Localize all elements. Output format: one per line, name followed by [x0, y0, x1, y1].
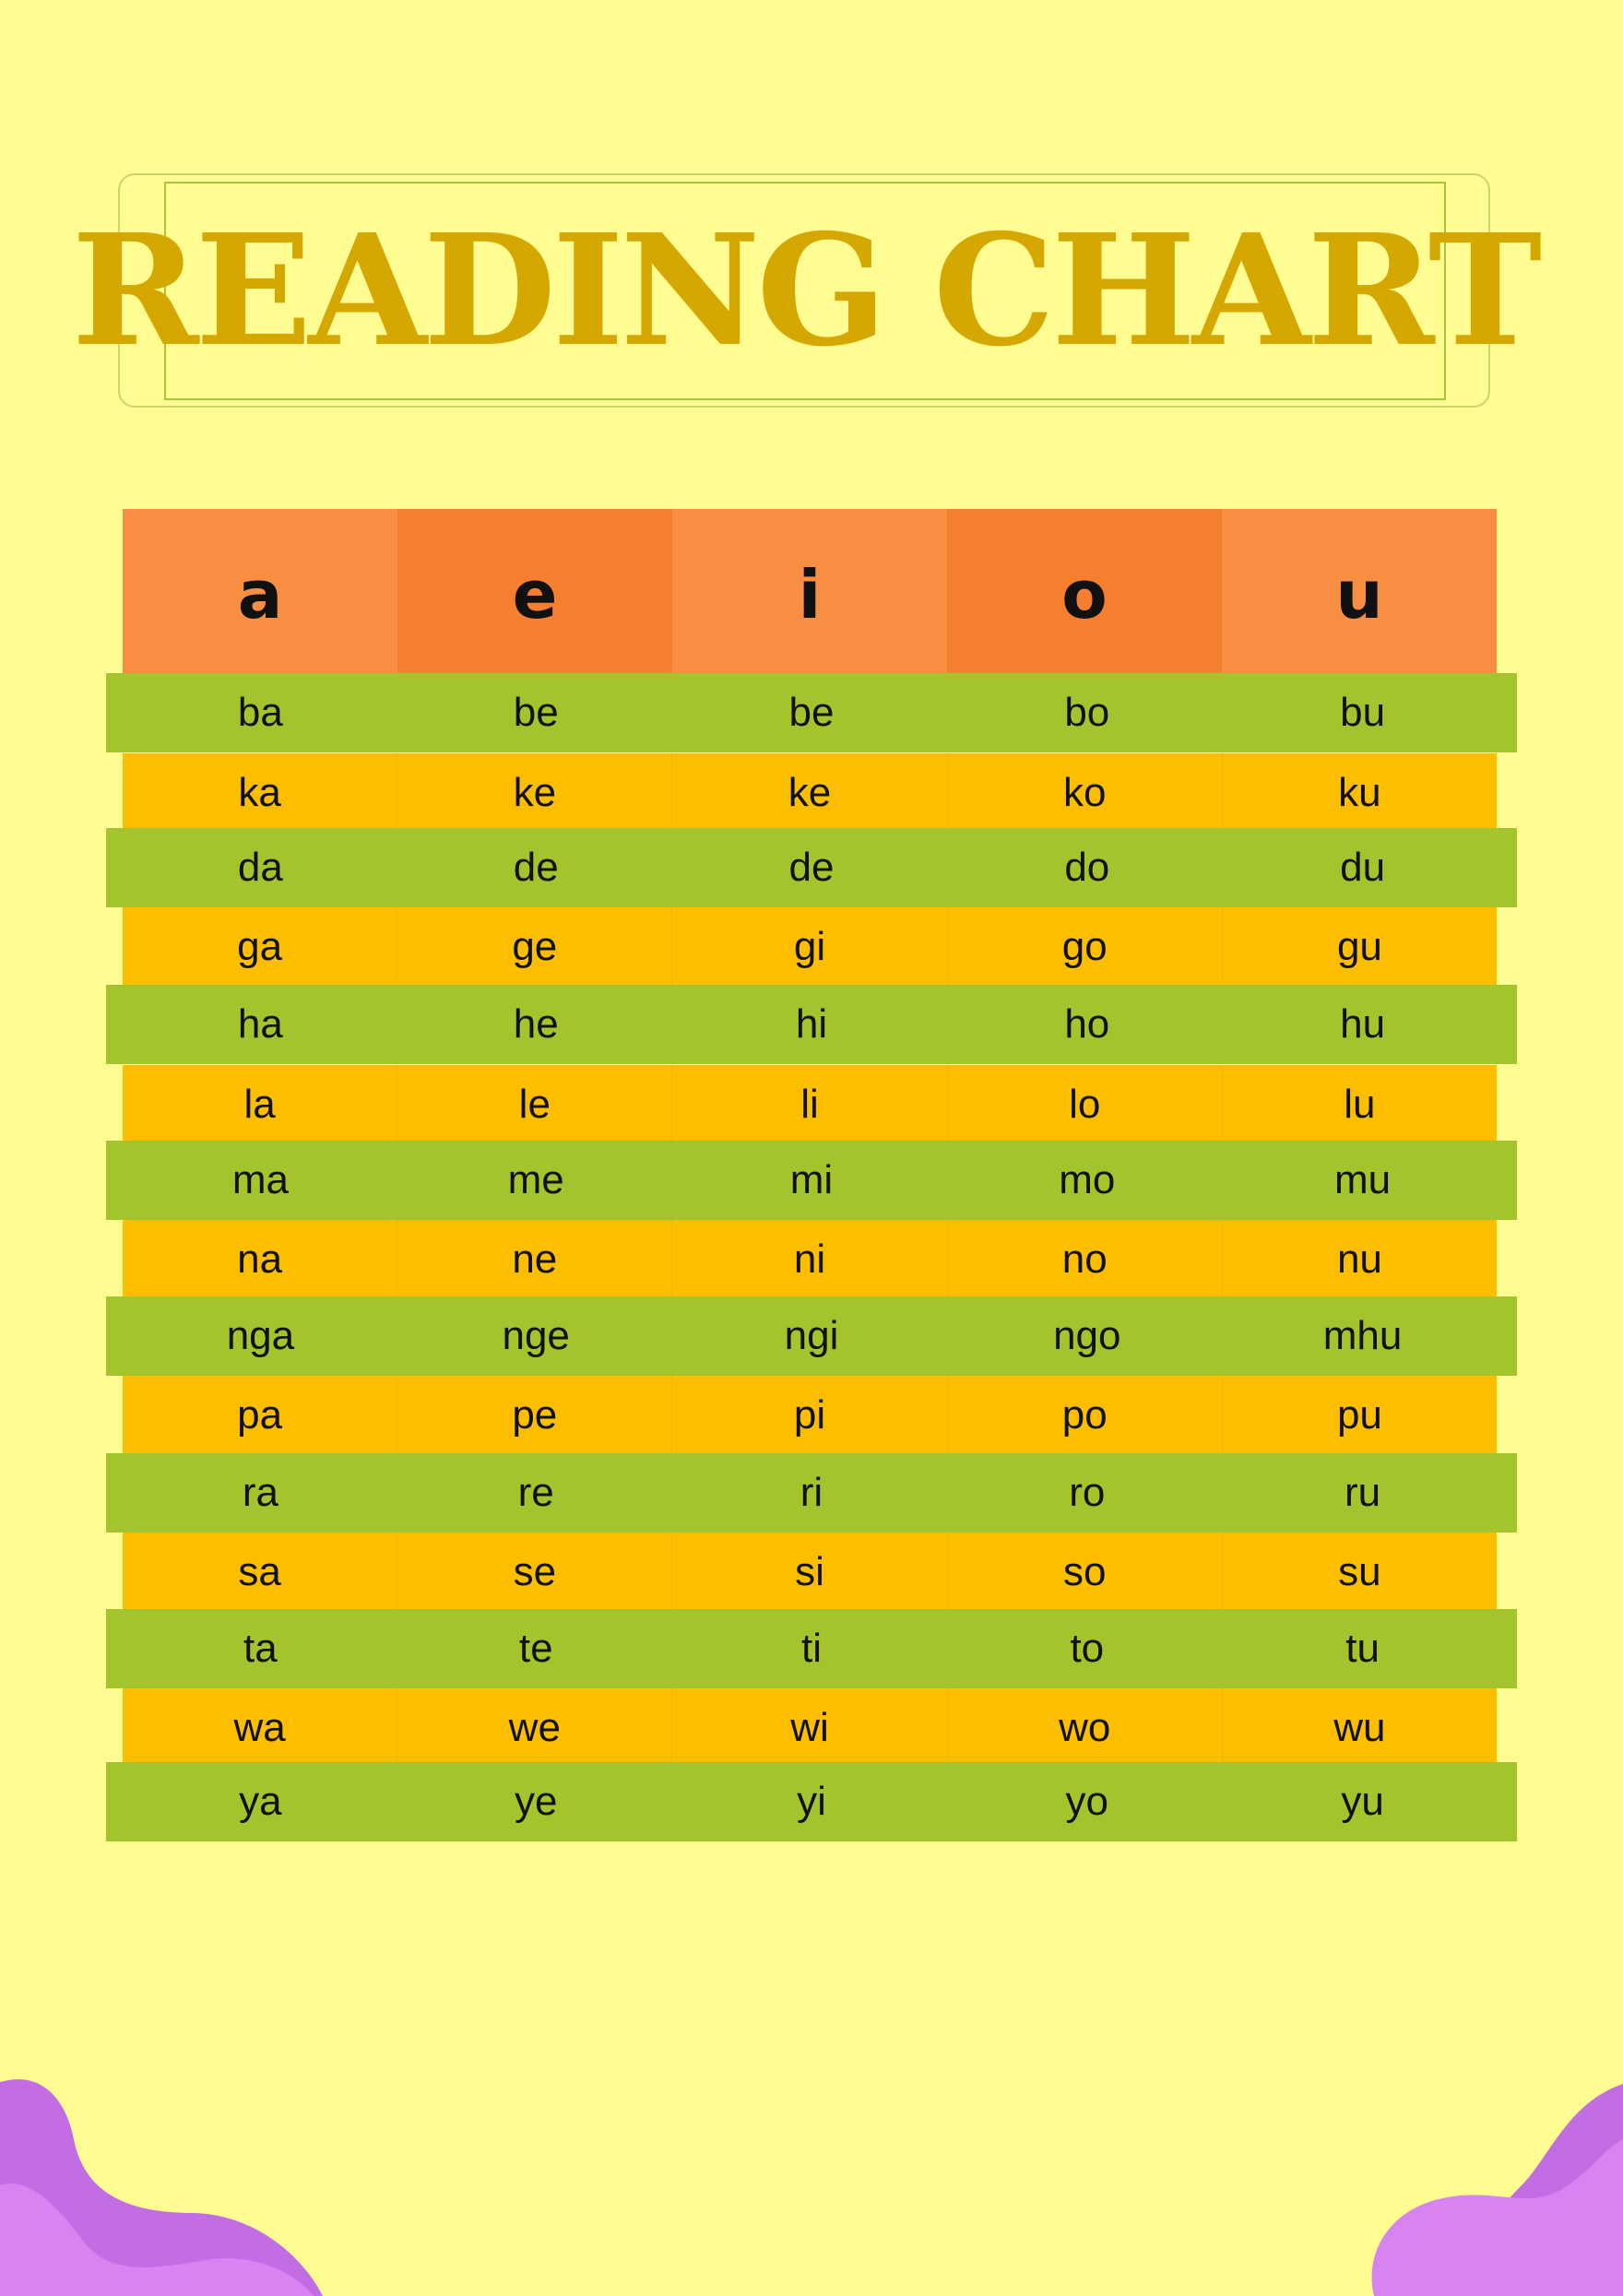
- syllable-cell: do: [1064, 845, 1110, 890]
- syllable-cell: re: [517, 1470, 554, 1515]
- syllable-cell: ro: [1069, 1470, 1106, 1515]
- syllable-cell: nge: [502, 1313, 570, 1358]
- syllable-cell: bu: [1340, 690, 1386, 735]
- syllable-cell: ga: [123, 907, 397, 987]
- syllable-cell: du: [1340, 845, 1386, 890]
- syllable-cell: hu: [1340, 1001, 1386, 1047]
- syllable-cell: gu: [1336, 924, 1382, 969]
- syllable-cell: ru: [1345, 1470, 1381, 1515]
- syllable-cell: ngo: [1053, 1313, 1121, 1358]
- table-row: [106, 985, 1517, 1064]
- syllable-cell: yo: [1065, 1779, 1109, 1824]
- syllable-cell: ke: [397, 753, 672, 833]
- syllable-cell: lo: [948, 1065, 1223, 1144]
- syllable-cell: be: [788, 690, 835, 735]
- syllable-cell: wa: [123, 1688, 397, 1768]
- syllable-cell: ko: [948, 753, 1223, 833]
- syllable-cell: yu: [1341, 1779, 1384, 1824]
- syllable-cell: na: [123, 1220, 397, 1299]
- syllable-cell: pa: [123, 1376, 397, 1455]
- column-header: a: [123, 509, 397, 673]
- syllable-cell: go: [948, 907, 1223, 987]
- syllable-cell: no: [948, 1220, 1223, 1299]
- syllable-cell: ne: [397, 1220, 672, 1299]
- syllable-cell: mhu: [1322, 1313, 1403, 1358]
- syllable-cell: ba: [237, 690, 283, 735]
- table-row: [106, 1762, 1517, 1841]
- syllable-cell: ngi: [784, 1313, 839, 1358]
- table-row: [106, 1141, 1517, 1220]
- syllable-cell: ti: [800, 1626, 822, 1671]
- syllable-cell: ke: [672, 753, 947, 833]
- syllable-cell: po: [948, 1376, 1223, 1455]
- table-row: [123, 1376, 1497, 1455]
- syllable-cell: ka: [123, 753, 397, 833]
- table-row: [123, 1533, 1497, 1612]
- syllable-cell: wu: [1333, 1705, 1386, 1750]
- table-row: [106, 828, 1517, 907]
- column-header: u: [1222, 509, 1497, 673]
- table-header-row: [123, 509, 1497, 673]
- syllable-cell: ra: [242, 1470, 278, 1515]
- syllable-cell: pe: [397, 1376, 672, 1455]
- syllable-cell: yi: [797, 1779, 826, 1824]
- table-row: [123, 753, 1497, 833]
- table-row: [123, 907, 1497, 987]
- syllable-cell: to: [1070, 1626, 1105, 1671]
- syllable-cell: we: [397, 1688, 672, 1768]
- syllable-cell: ta: [243, 1626, 278, 1671]
- syllable-cell: gi: [672, 907, 947, 987]
- column-header: e: [397, 509, 672, 673]
- syllable-cell: ha: [237, 1001, 283, 1047]
- syllable-cell: mu: [1334, 1157, 1392, 1202]
- syllable-cell: ku: [1338, 770, 1381, 815]
- syllable-cell: wi: [672, 1688, 947, 1768]
- syllable-cell: mi: [789, 1157, 834, 1202]
- table-row: [106, 673, 1517, 752]
- syllable-cell: ge: [397, 907, 672, 987]
- syllable-cell: nga: [226, 1313, 295, 1358]
- syllable-cell: pi: [672, 1376, 947, 1455]
- table-row: [123, 1688, 1497, 1768]
- syllable-cell: su: [1338, 1549, 1381, 1594]
- syllable-cell: be: [513, 690, 559, 735]
- syllable-cell: bo: [1064, 690, 1110, 735]
- syllable-cell: sa: [123, 1533, 397, 1612]
- syllable-cell: ni: [672, 1220, 947, 1299]
- syllable-cell: hi: [795, 1001, 828, 1047]
- table-row: [106, 1296, 1517, 1376]
- syllable-cell: ri: [800, 1470, 823, 1515]
- syllable-cell: de: [788, 845, 835, 890]
- syllable-cell: de: [513, 845, 559, 890]
- syllable-cell: te: [518, 1626, 553, 1671]
- syllable-cell: tu: [1345, 1626, 1380, 1671]
- syllable-cell: li: [672, 1065, 947, 1144]
- syllable-cell: he: [513, 1001, 559, 1047]
- syllable-cell: wo: [948, 1688, 1223, 1768]
- syllable-cell: lu: [1344, 1082, 1376, 1127]
- table-row: [123, 1220, 1497, 1299]
- syllable-cell: ma: [231, 1157, 289, 1202]
- syllable-cell: se: [397, 1533, 672, 1612]
- syllable-cell: le: [397, 1065, 672, 1144]
- column-header: i: [672, 509, 947, 673]
- column-header: o: [947, 509, 1222, 673]
- syllable-cell: me: [507, 1157, 564, 1202]
- syllable-cell: ye: [514, 1779, 558, 1824]
- syllable-cell: si: [672, 1533, 947, 1612]
- syllable-cell: mo: [1059, 1157, 1116, 1202]
- table-row: [123, 1065, 1497, 1144]
- table-row: [106, 1609, 1517, 1688]
- syllable-cell: la: [123, 1065, 397, 1144]
- page-title: READING CHART: [71, 200, 1539, 381]
- syllable-cell: ho: [1064, 1001, 1110, 1047]
- syllable-cell: ya: [239, 1779, 282, 1824]
- syllable-cell: so: [948, 1533, 1223, 1612]
- purple-wave-blob-right: [1365, 2084, 1623, 2296]
- purple-wave-blob-left: [0, 2075, 332, 2296]
- table-row: [106, 1453, 1517, 1533]
- syllable-cell: da: [237, 845, 283, 890]
- syllable-cell: nu: [1336, 1237, 1382, 1282]
- syllable-cell: pu: [1336, 1392, 1382, 1438]
